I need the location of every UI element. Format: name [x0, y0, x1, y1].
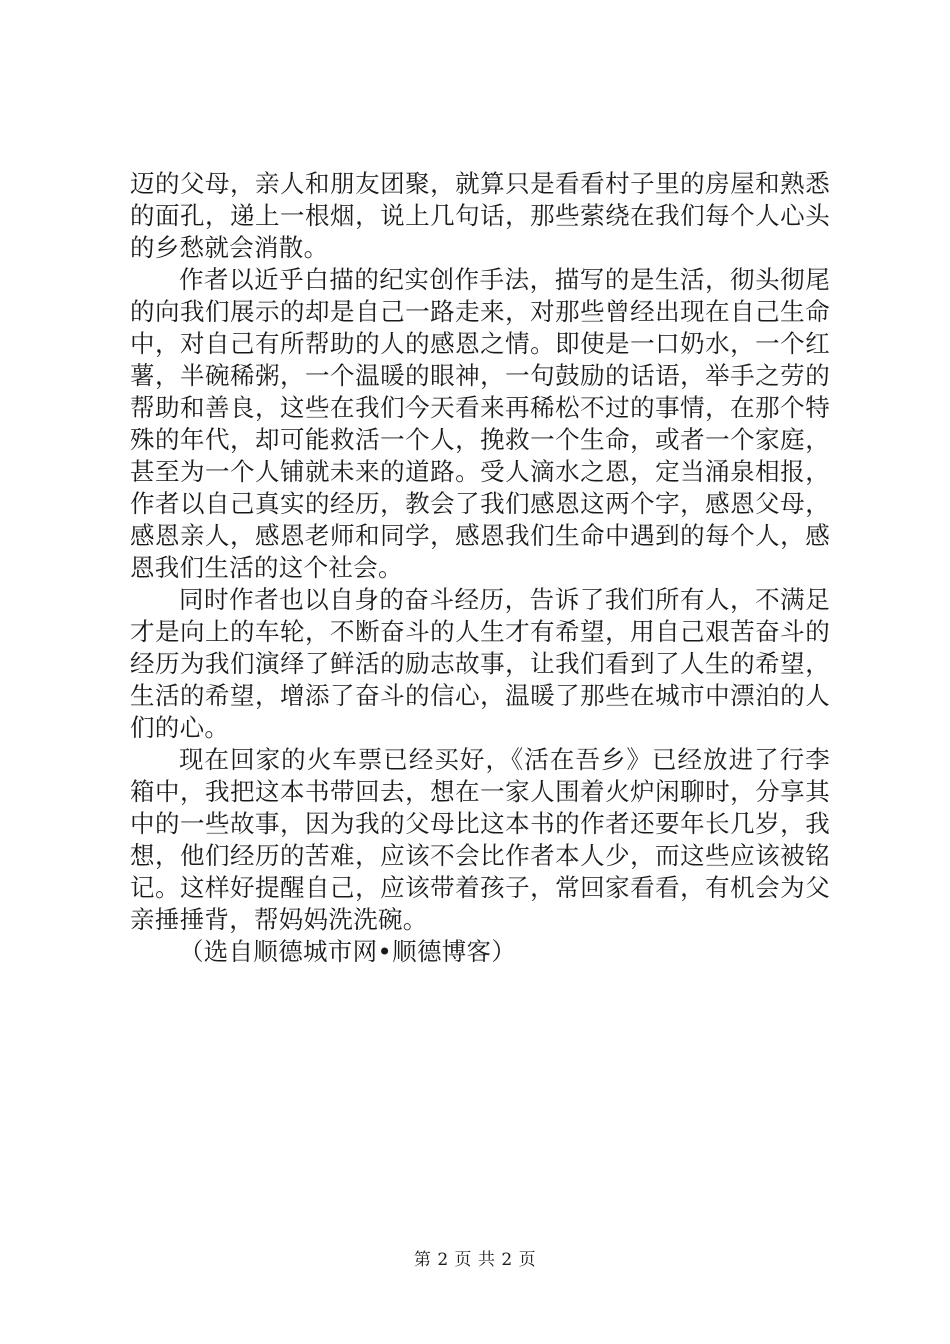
- paragraph-gratitude: 作者以近乎白描的纪实创作手法，描写的是生活，彻头彻尾的向我们展示的却是自己一路走来，对那些曾经出现在自己生命中，对自己有所帮助的人的感恩之情。即使是一口奶水，一个红薯，半碗稀粥，一个温暖的眼神，一句鼓励的话语，举手之劳的帮助和善良，这些在我们今天看来再稀松不过的事情，在那个特殊的年代，却可能救活一个人，挽救一个生命，或者一个家庭，甚至为一个人铺就未来的道路。受人滴水之恩，定当涌泉相报，作者以自己真实的经历，教会了我们感恩这两个字，感恩父母，感恩亲人，感恩老师和同学，感恩我们生命中遇到的每个人，感恩我们生活的这个社会。: [130, 265, 830, 582]
- paragraph-continuation: 迈的父母，亲人和朋友团聚，就算只是看看村子里的房屋和熟悉的面孔，递上一根烟，说上几句话，那些萦绕在我们每个人心头的乡愁就会消散。: [130, 169, 830, 262]
- paragraph-struggle: 同时作者也以自身的奋斗经历，告诉了我们所有人，不满足才是向上的车轮，不断奋斗的人生才有希望，用自己艰苦奋斗的经历为我们演绎了鲜活的励志故事，让我们看到了人生的希望，生活的希望，增添了奋斗的信心，温暖了那些在城市中漂泊的人们的心。: [130, 585, 830, 742]
- source-citation: （选自顺德城市网•顺德博客）: [179, 937, 517, 966]
- page-number-footer: 第 2 页 共 2 页: [413, 1250, 537, 1270]
- article-body: [130, 168, 830, 968]
- paragraph-homecoming: 现在回家的火车票已经买好，《活在吾乡》已经放进了行李箱中，我把这本书带回去，想在一家人围着火炉闲聊时，分享其中的一些故事，因为我的父母比这本书的作者还要年长几岁，我想，他们经历的苦难，应该不会比作者本人少，而这些应该被铭记。这样好提醒自己，应该带着孩子，常回家看看，有机会为父亲捶捶背，帮妈妈洗洗碗。: [130, 745, 830, 934]
